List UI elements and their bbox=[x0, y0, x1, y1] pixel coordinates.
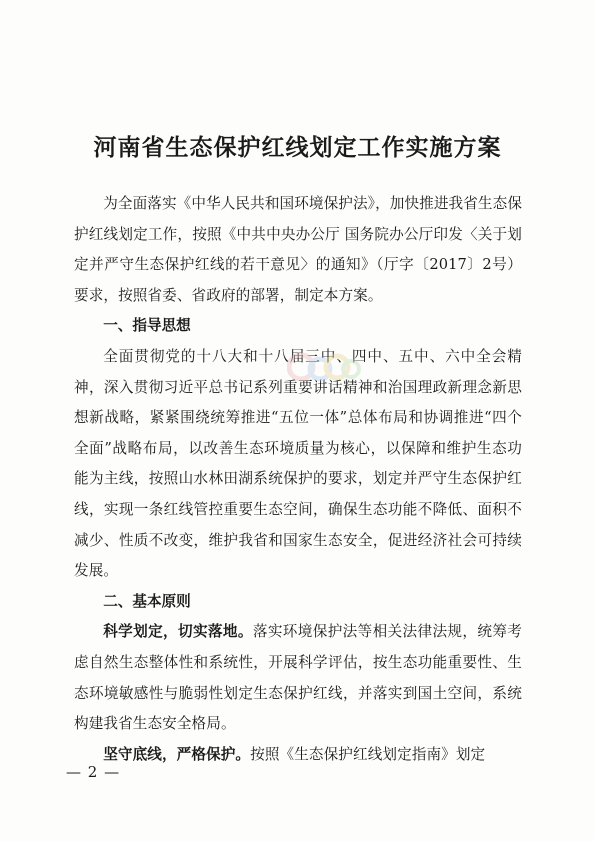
section-heading-guiding-ideology: 一、指导思想 bbox=[103, 317, 191, 335]
principle-paragraph bbox=[74, 740, 522, 771]
page-title: 河南省生态保护红线划定工作实施方案 bbox=[93, 134, 502, 161]
principle-text: 按照《生态保护红线划定指南》划定 bbox=[250, 745, 486, 763]
principle-lead: 坚守底线，严格保护。 bbox=[103, 745, 251, 763]
principle-lead: 科学划定，切实落地。 bbox=[103, 623, 253, 641]
document-body bbox=[74, 189, 522, 770]
principle-paragraph bbox=[74, 617, 522, 739]
section-heading-basic-principles: 二、基本原则 bbox=[103, 592, 191, 610]
page-number: — 2 — bbox=[66, 763, 121, 781]
principle-text: 落实环境保护法等相关法律法规，统筹考虑自然生态整体性和系统性，开展科学评估，按生态功能重要性、生态环境敏感性与脆弱性划定生态保护红线，并落实到国土空间，系统构建我省生态安全格局。 bbox=[74, 623, 522, 733]
guiding-ideology-paragraph: 全面贯彻党的十八大和十八届三中、四中、五中、六中全会精神，深入贯彻习近平总书记系列重要讲话精神和治国理政新理念新思想新战略，紧紧围绕统筹推进“五位一体”总体布局和协调推进“四个全面”战略布局，以改善生态环境质量为核心，以保障和维护生态功能为主线，按照山水林田湖系统保护的要求，划定并严守生态保护红线，实现一条红线管控重要生态空间，确保生态功能不降低、面积不减少、性质不改变，维护我省和国家生态安全，促进经济社会可持续发展。 bbox=[74, 347, 522, 580]
intro-paragraph: 为全面落实《中华人民共和国环境保护法》，加快推进我省生态保护红线划定工作，按照《中共中央办公厅 国务院办公厅印发〈关于划定并严守生态保护红线的若干意见〉的通知》（厅字〔2017〕2号）要求，按照省委、省政府的部署，制定本方案。 bbox=[74, 195, 523, 304]
